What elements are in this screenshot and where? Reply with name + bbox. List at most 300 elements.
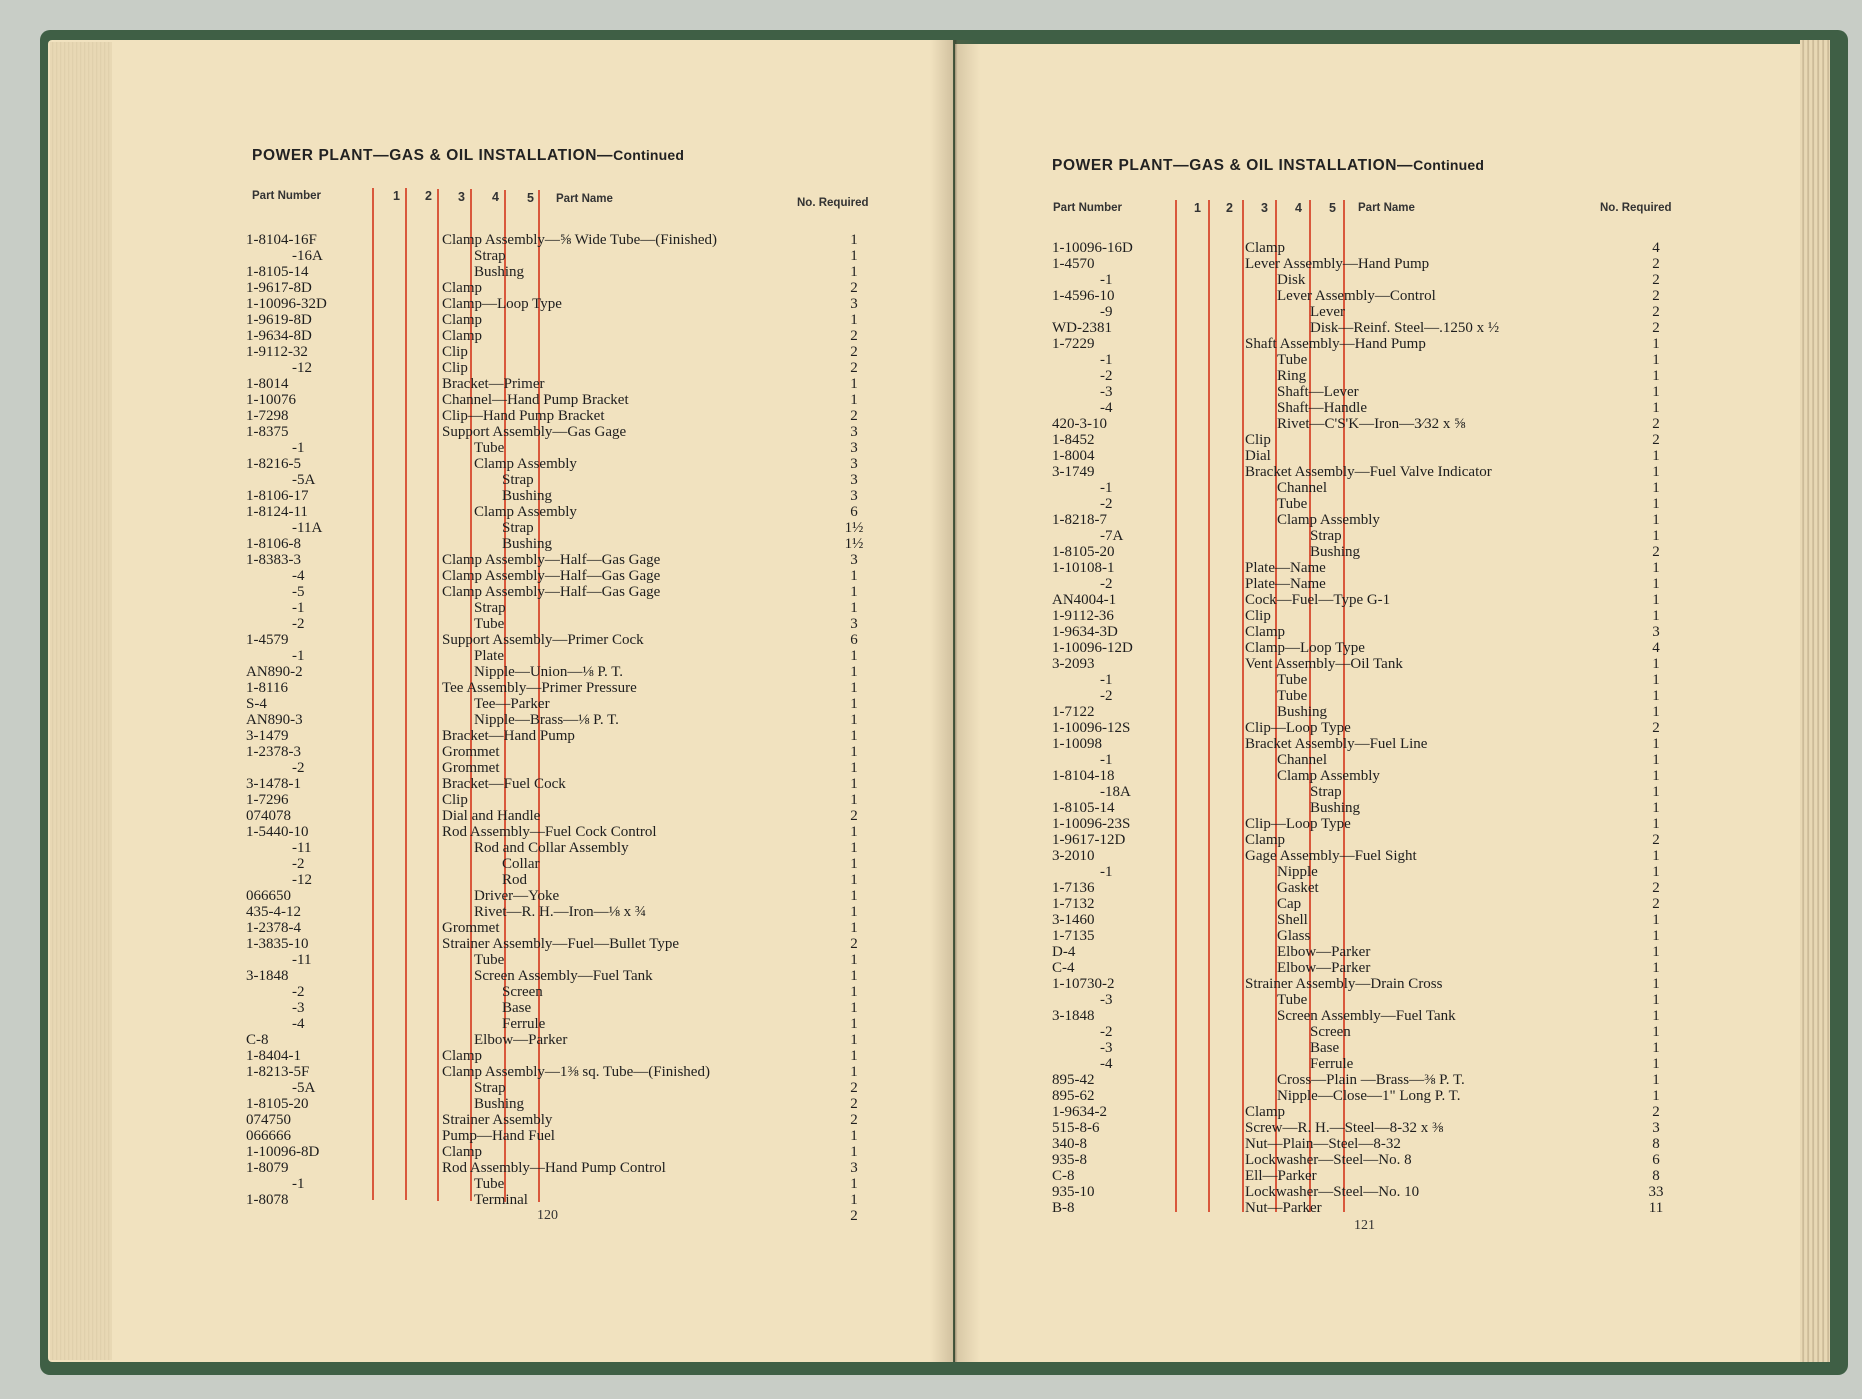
quantity-required: 2: [1652, 544, 1660, 560]
table-row: [0, 896, 1862, 912]
quantity-required: 1: [1652, 384, 1660, 400]
part-number: C-8: [246, 1032, 269, 1048]
part-number: 1-8116: [246, 680, 288, 696]
page-title: [1052, 157, 1484, 175]
quantity-required: 1: [1652, 496, 1660, 512]
part-name: Channel: [1277, 752, 1327, 768]
part-number: -18A: [1100, 784, 1131, 800]
part-name: Strainer Assembly—Drain Cross: [1245, 976, 1443, 992]
part-number: 515-8-6: [1052, 1120, 1100, 1136]
table-row: [0, 800, 1862, 816]
table-row: [0, 672, 1862, 688]
part-name: Clamp: [442, 312, 482, 328]
part-name: Nipple—Union—⅛ P. T.: [474, 664, 624, 680]
quantity-required: 2: [1652, 720, 1660, 736]
part-name: Clip: [442, 360, 468, 376]
part-name: Tube: [474, 440, 505, 456]
part-name: Lever Assembly—Hand Pump: [1245, 256, 1430, 272]
quantity-required: 2: [1652, 832, 1660, 848]
table-row: [0, 608, 1862, 624]
part-name: Grommet: [442, 920, 500, 936]
quantity-required: 2: [850, 408, 858, 424]
part-number: -11A: [292, 520, 323, 536]
table-row: [0, 768, 1862, 784]
quantity-required: 1: [850, 312, 858, 328]
quantity-required: 1: [1652, 608, 1660, 624]
table-row: [0, 688, 1862, 704]
quantity-required: 1: [1652, 704, 1660, 720]
table-row: [0, 416, 1862, 432]
part-number: C-4: [1052, 960, 1075, 976]
part-number: 1-8218-7: [1052, 512, 1107, 528]
part-name: Nipple—Brass—⅛ P. T.: [474, 712, 619, 728]
quantity-required: 1: [850, 1064, 858, 1080]
quantity-required: 1: [1652, 528, 1660, 544]
part-number: 420-3-10: [1052, 416, 1107, 432]
quantity-required: 1: [850, 1032, 858, 1048]
column-4-header: 4: [1295, 201, 1302, 215]
quantity-required: 1: [1652, 1040, 1660, 1056]
quantity-required: 1: [850, 1016, 858, 1032]
quantity-required: 1: [850, 840, 858, 856]
quantity-required: 2: [1652, 1104, 1660, 1120]
part-number: WD-2381: [1052, 320, 1112, 336]
quantity-required: 2: [850, 344, 858, 360]
part-name: Cap: [1277, 896, 1302, 912]
parts-table-right: [0, 240, 1862, 1216]
part-name: Clip: [442, 792, 468, 808]
quantity-required: 1: [850, 776, 858, 792]
quantity-required: 1: [1652, 480, 1660, 496]
part-number: -11: [292, 952, 312, 968]
quantity-required: 2: [1652, 432, 1660, 448]
quantity-required: 1: [850, 376, 858, 392]
table-row: [0, 496, 1862, 512]
part-name: Clip: [1245, 432, 1271, 448]
table-row: [0, 528, 1862, 544]
table-row: [0, 736, 1862, 752]
part-number: AN890-2: [246, 664, 303, 680]
quantity-required: 1: [850, 680, 858, 696]
part-number: -1: [1100, 752, 1113, 768]
part-number: 1-8104-18: [1052, 768, 1115, 784]
part-number: 1-10096-12D: [1052, 640, 1133, 656]
table-row: [0, 592, 1862, 608]
table-row: [0, 400, 1862, 416]
quantity-required: 1: [1652, 352, 1660, 368]
part-number: 1-8216-5: [246, 456, 301, 472]
part-name: Lockwasher—Steel—No. 8: [1245, 1152, 1412, 1168]
part-name: Strap: [502, 472, 534, 488]
part-name: Clamp: [1245, 1104, 1285, 1120]
table-row: [0, 816, 1862, 832]
part-name: Base: [1310, 1040, 1340, 1056]
part-name: Plate—Name: [1245, 576, 1326, 592]
part-number: -1: [292, 648, 305, 664]
page-title-continued: Continued: [1413, 157, 1485, 173]
part-name: Bushing: [474, 264, 525, 280]
part-name: Glass: [1277, 928, 1311, 944]
table-row: [0, 576, 1862, 592]
table-row: [0, 304, 1862, 320]
quantity-required: 1: [850, 872, 858, 888]
part-name-header: Part Name: [1358, 202, 1415, 214]
part-number: 1-8105-14: [246, 264, 309, 280]
part-number: C-8: [1052, 1168, 1075, 1184]
part-number: -1: [1100, 672, 1113, 688]
quantity-required: 3: [1652, 624, 1660, 640]
table-row: [0, 976, 1862, 992]
table-row: [0, 656, 1862, 672]
quantity-required: 3: [850, 488, 858, 504]
part-number: 1-10096-16D: [1052, 240, 1133, 256]
quantity-required: 1: [1652, 1088, 1660, 1104]
quantity-required: 2: [1652, 320, 1660, 336]
part-number: -1: [292, 440, 305, 456]
part-number: 1-8105-20: [1052, 544, 1115, 560]
quantity-required: 1: [1652, 656, 1660, 672]
table-row: [0, 448, 1862, 464]
part-number-header: Part Number: [252, 190, 322, 202]
quantity-required: 2: [1652, 304, 1660, 320]
part-name: Clamp: [442, 1048, 482, 1064]
part-name: Clamp Assembly: [1277, 768, 1380, 784]
quantity-required: 1: [1652, 944, 1660, 960]
part-name: Dial: [1245, 448, 1271, 464]
part-number: -2: [1100, 688, 1113, 704]
quantity-required: 1: [1652, 464, 1660, 480]
quantity-required: 1: [850, 1000, 858, 1016]
part-number: 1-9634-3D: [1052, 624, 1118, 640]
part-number: -12: [292, 872, 312, 888]
quantity-required: 1: [850, 1176, 858, 1192]
part-number: 1-4570: [1052, 256, 1095, 272]
part-number: 074078: [246, 808, 291, 824]
quantity-required: 3: [850, 616, 858, 632]
part-name: Nut—Parker: [1245, 1200, 1322, 1216]
part-name: Strap: [474, 248, 506, 264]
part-name: Clip: [442, 344, 468, 360]
part-name: Bracket—Fuel Cock: [442, 776, 566, 792]
quantity-required: 2: [1652, 272, 1660, 288]
part-number: 1-10108-1: [1052, 560, 1115, 576]
part-name: Collar: [502, 856, 540, 872]
part-name: Bushing: [474, 1096, 525, 1112]
quantity-required: 3: [850, 456, 858, 472]
quantity-required: 6: [1652, 1152, 1660, 1168]
quantity-required: 1: [1652, 800, 1660, 816]
quantity-required: 2: [1652, 288, 1660, 304]
column-4-header: 4: [492, 190, 499, 204]
part-number-header: Part Number: [1053, 202, 1123, 214]
part-number: 3-2093: [1052, 656, 1095, 672]
part-number: 895-42: [1052, 1072, 1095, 1088]
quantity-required: 2: [850, 1096, 858, 1112]
part-number: -1: [292, 1176, 305, 1192]
part-number: -5A: [292, 1080, 316, 1096]
part-name: Strap: [1310, 528, 1342, 544]
part-name: Nipple—Close—1" Long P. T.: [1277, 1088, 1461, 1104]
quantity-required: 1: [1652, 592, 1660, 608]
quantity-required: 2: [850, 1112, 858, 1128]
part-number: 3-1749: [1052, 464, 1095, 480]
part-name: Shaft Assembly—Hand Pump: [1245, 336, 1426, 352]
table-row: [0, 384, 1862, 400]
quantity-required: 3: [850, 472, 858, 488]
page-title: [252, 147, 684, 165]
part-name: Gasket: [1277, 880, 1319, 896]
part-number: 1-7229: [1052, 336, 1095, 352]
quantity-required: 1: [850, 584, 858, 600]
quantity-required: 1: [850, 568, 858, 584]
part-name: Clip—Loop Type: [1245, 816, 1351, 832]
part-number: 1-9617-8D: [246, 280, 312, 296]
part-name: Strainer Assembly—Fuel—Bullet Type: [442, 936, 679, 952]
part-number: -4: [1100, 400, 1113, 416]
part-number: 935-10: [1052, 1184, 1095, 1200]
quantity-required: 1: [1652, 336, 1660, 352]
part-name: Clamp Assembly—Half—Gas Gage: [442, 584, 661, 600]
part-number: -5A: [292, 472, 316, 488]
quantity-required: 4: [1652, 640, 1660, 656]
quantity-required: 1: [850, 248, 858, 264]
part-number: -2: [1100, 496, 1113, 512]
table-row: [0, 624, 1862, 640]
part-number: -2: [1100, 368, 1113, 384]
table-row: [0, 336, 1862, 352]
quantity-required: 3: [850, 296, 858, 312]
table-row: [0, 352, 1862, 368]
table-row: [0, 880, 1862, 896]
part-number: B-8: [1052, 1200, 1075, 1216]
part-name: Clamp Assembly—⅝ Wide Tube—(Finished): [442, 232, 717, 248]
quantity-required: 1: [850, 856, 858, 872]
part-number: D-4: [1052, 944, 1076, 960]
part-name: Rod Assembly—Fuel Cock Control: [442, 824, 657, 840]
table-row: [0, 784, 1862, 800]
part-number: 1-8213-5F: [246, 1064, 310, 1080]
part-name: Strap: [1310, 784, 1342, 800]
part-name: Ring: [1277, 368, 1307, 384]
column-5-header: 5: [527, 191, 534, 205]
part-name: Tee—Parker: [474, 696, 550, 712]
part-number: 1-7136: [1052, 880, 1095, 896]
table-row: [0, 1152, 1862, 1168]
part-number: 1-7135: [1052, 928, 1095, 944]
part-name: Disk—Reinf. Steel—.1250 x ½: [1310, 320, 1500, 336]
part-name: Clamp—Loop Type: [1245, 640, 1365, 656]
part-name: Bracket—Primer: [442, 376, 545, 392]
part-number: 1-9112-36: [1052, 608, 1114, 624]
part-name: Strap: [474, 600, 506, 616]
table-row: [0, 272, 1862, 288]
part-number: -11: [292, 840, 312, 856]
quantity-required: 3: [850, 1160, 858, 1176]
part-number: -12: [292, 360, 312, 376]
quantity-required: 4: [1652, 240, 1660, 256]
quantity-required: 1: [1652, 1024, 1660, 1040]
part-name: Cock—Fuel—Type G-1: [1245, 592, 1391, 608]
quantity-required: 1: [1652, 912, 1660, 928]
quantity-required: 1: [1652, 752, 1660, 768]
quantity-required: 1: [850, 1144, 858, 1160]
part-number: 895-62: [1052, 1088, 1095, 1104]
part-number: -9: [1100, 304, 1113, 320]
part-name: Terminal: [474, 1192, 528, 1208]
quantity-required: 1: [850, 1048, 858, 1064]
table-row: [0, 720, 1862, 736]
quantity-required: 2: [1652, 256, 1660, 272]
quantity-required: 1: [1652, 768, 1660, 784]
part-name: Shaft—Lever: [1277, 384, 1359, 400]
part-number: 1-10098: [1052, 736, 1102, 752]
table-row: [0, 560, 1862, 576]
part-number: -1: [1100, 272, 1113, 288]
quantity-required: 2: [850, 360, 858, 376]
page-title-text: POWER PLANT—GAS & OIL INSTALLATION—: [1052, 157, 1414, 174]
part-name: Plate: [474, 648, 504, 664]
part-name: Rod Assembly—Hand Pump Control: [442, 1160, 666, 1176]
quantity-required: 2: [1652, 896, 1660, 912]
part-number: 1-10730-2: [1052, 976, 1115, 992]
no-required-header: No. Required: [797, 197, 869, 209]
part-number: 3-1478-1: [246, 776, 301, 792]
table-row: [0, 464, 1862, 480]
table-row: [0, 1024, 1862, 1040]
table-row: [0, 992, 1862, 1008]
part-name: Gage Assembly—Fuel Sight: [1245, 848, 1417, 864]
part-number: 1-4596-10: [1052, 288, 1115, 304]
part-number: -1: [1100, 864, 1113, 880]
part-number: -3: [1100, 384, 1113, 400]
part-number: -2: [292, 984, 305, 1000]
part-name: Channel: [1277, 480, 1327, 496]
quantity-required: 1: [1652, 1072, 1660, 1088]
part-number: 1-8014: [246, 376, 289, 392]
part-number: -3: [1100, 992, 1113, 1008]
quantity-required: 1: [850, 968, 858, 984]
part-name: Screen Assembly—Fuel Tank: [1277, 1008, 1456, 1024]
part-name-header: Part Name: [556, 193, 613, 205]
quantity-required: 1: [1652, 672, 1660, 688]
quantity-required: 3: [850, 424, 858, 440]
part-name: Plate—Name: [1245, 560, 1326, 576]
part-name: Clip—Loop Type: [1245, 720, 1351, 736]
table-row: [0, 512, 1862, 528]
part-name: Tube: [1277, 672, 1308, 688]
part-number: AN4004-1: [1052, 592, 1117, 608]
part-number: 1-8452: [1052, 432, 1095, 448]
part-name: Channel—Hand Pump Bracket: [442, 392, 629, 408]
quantity-required: 1: [850, 760, 858, 776]
part-number: -4: [292, 568, 305, 584]
table-row: [0, 848, 1862, 864]
quantity-required: 1: [850, 712, 858, 728]
table-row: [0, 1008, 1862, 1024]
table-row: [0, 832, 1862, 848]
column-2-header: 2: [425, 189, 432, 203]
table-row: [0, 640, 1862, 656]
part-name: Grommet: [442, 760, 500, 776]
table-row: [0, 1136, 1862, 1152]
part-name: Grommet: [442, 744, 500, 760]
part-name: Clip—Hand Pump Bracket: [442, 408, 605, 424]
part-name: Rivet—R. H.—Iron—⅛ x ¾: [474, 904, 647, 920]
quantity-required: 1: [850, 888, 858, 904]
quantity-required: 1: [850, 696, 858, 712]
part-name: Ferrule: [502, 1016, 546, 1032]
part-number: 1-8106-8: [246, 536, 301, 552]
part-number: 1-8004: [1052, 448, 1095, 464]
quantity-required: 2: [850, 808, 858, 824]
part-number: 1-8104-16F: [246, 232, 317, 248]
quantity-required: 1: [1652, 688, 1660, 704]
part-number: 3-1848: [1052, 1008, 1095, 1024]
part-name: Bushing: [502, 488, 553, 504]
quantity-required: 1: [1652, 1008, 1660, 1024]
quantity-required: 1: [850, 904, 858, 920]
part-name: Clamp: [442, 328, 482, 344]
table-row: [0, 544, 1862, 560]
table-row: [0, 1072, 1862, 1088]
quantity-required: 8: [1652, 1168, 1660, 1184]
part-number: 1-9112-32: [246, 344, 308, 360]
part-name: Tube: [1277, 688, 1308, 704]
part-number: 935-8: [1052, 1152, 1087, 1168]
part-name: Clamp Assembly—1⅜ sq. Tube—(Finished): [442, 1064, 710, 1080]
part-name: Clamp: [1245, 624, 1285, 640]
part-number: AN890-3: [246, 712, 303, 728]
part-number: -4: [292, 1016, 305, 1032]
quantity-required: 1½: [844, 536, 864, 552]
part-name: Clip: [1245, 608, 1271, 624]
quantity-required: 1: [1652, 576, 1660, 592]
part-number: -2: [1100, 576, 1113, 592]
part-name: Tube: [1277, 992, 1308, 1008]
quantity-required: 8: [1652, 1136, 1660, 1152]
quantity-required: 11: [1648, 1200, 1664, 1216]
part-number: 1-4579: [246, 632, 289, 648]
part-name: Clamp: [1245, 832, 1285, 848]
part-name: Screen: [1310, 1024, 1351, 1040]
part-number: 1-8079: [246, 1160, 289, 1176]
part-number: 1-9617-12D: [1052, 832, 1126, 848]
table-row: [0, 1056, 1862, 1072]
quantity-required: 2: [850, 280, 858, 296]
part-number: -1: [1100, 352, 1113, 368]
part-name: Cross—Plain —Brass—⅜ P. T.: [1277, 1072, 1465, 1088]
part-name: Screen Assembly—Fuel Tank: [474, 968, 653, 984]
part-name: Bushing: [1310, 544, 1361, 560]
part-name: Clamp Assembly—Half—Gas Gage: [442, 568, 661, 584]
part-name: Bushing: [1277, 704, 1328, 720]
part-number: 1-7298: [246, 408, 289, 424]
quantity-required: 1: [850, 600, 858, 616]
quantity-required: 1: [850, 392, 858, 408]
part-number: 1-10096-23S: [1052, 816, 1131, 832]
part-number: -2: [1100, 1024, 1113, 1040]
part-number: 1-10076: [246, 392, 296, 408]
table-row: [0, 1168, 1862, 1184]
page-number: 120: [537, 1208, 558, 1223]
page-title-continued: Continued: [613, 147, 685, 163]
quantity-required: 1: [850, 792, 858, 808]
part-number: 066666: [246, 1128, 291, 1144]
quantity-required: 33: [1648, 1184, 1664, 1200]
part-name: Clamp Assembly: [474, 456, 577, 472]
part-name: Bracket Assembly—Fuel Valve Indicator: [1245, 464, 1492, 480]
part-number: -16A: [292, 248, 323, 264]
